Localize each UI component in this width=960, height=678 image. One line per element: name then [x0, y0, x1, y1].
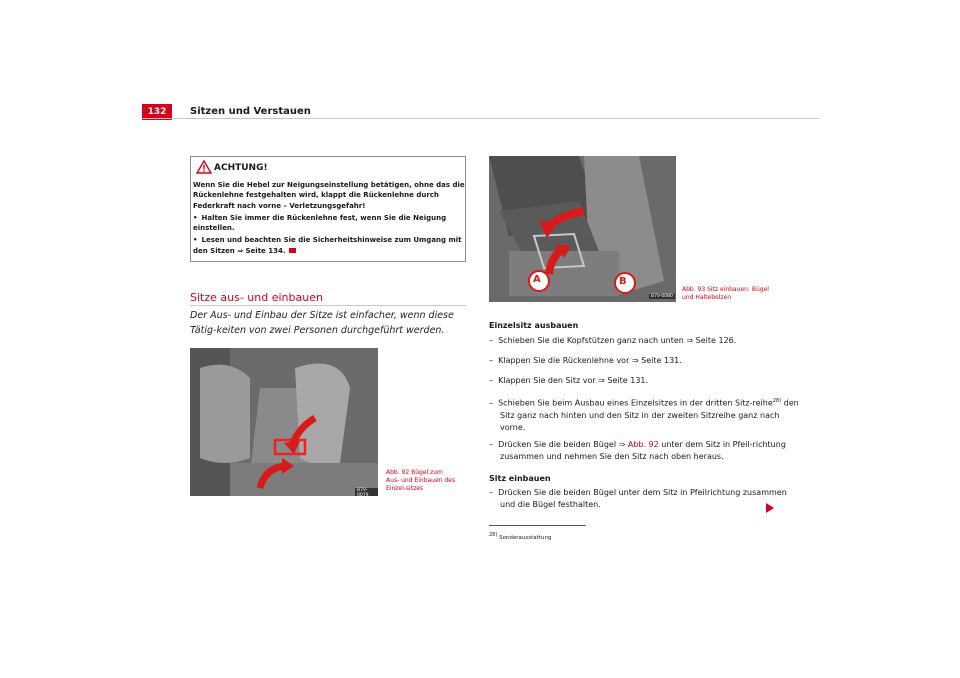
- warning-text: [193, 180, 465, 258]
- warning-triangle-icon: [196, 160, 212, 174]
- warning-bullet: • Lesen und beachten Sie die Sicherheitshinweise zum Umgang mit den Sitzen ⇒ Seite 134.: [193, 235, 465, 256]
- section-intro: Der Aus- und Einbau der Sitze ist einfacher, wenn diese Tätig-keiten von zwei Personen durchgeführt werden.: [190, 310, 454, 336]
- figure-code: B7V-0080: [651, 294, 673, 299]
- figure-92-caption: Abb. 92 Bügel zum Aus- und Einbauen des Einzel-sitzes: [386, 469, 456, 492]
- continue-arrow-icon: [766, 503, 774, 513]
- warning-bullet: • Halten Sie immer die Rückenlehne fest, wenn Sie die Neigung einstellen.: [193, 213, 465, 234]
- step-item: – Drücken Sie die beiden Bügel ⇒ Abb. 92 unter dem Sitz in Pfeil-richtung zusammen und nehmen Sie den Sitz nach oben heraus.: [489, 440, 786, 461]
- subheading-sitz-einbauen: Sitz einbauen: [489, 474, 551, 483]
- footnote-divider: [489, 525, 586, 526]
- figure-93-seat-image: [489, 156, 676, 302]
- page-number: 132: [142, 104, 172, 120]
- step-item: – Schieben Sie beim Ausbau eines Einzelsitzes in der dritten Sitz-reihe$^{28)}$ den Sitz ganz nach hinten und den Sitz in der zweiten Sitzreihe ganz nach vorne.: [489, 398, 799, 432]
- label-b: B: [619, 276, 627, 287]
- figure-93-caption: Abb. 93 Sitz einbauen: Bügel und Haltebolzen: [682, 286, 769, 301]
- header-divider: [142, 118, 820, 119]
- step-item: – Drücken Sie die beiden Bügel unter dem Sitz in Pfeilrichtung zusammen und die Bügel festhalten.: [489, 488, 787, 509]
- section-divider: [190, 305, 466, 306]
- step-item: – Schieben Sie die Kopfstützen ganz nach unten ⇒ Seite 126.: [489, 336, 737, 345]
- warning-title: ACHTUNG!: [214, 163, 268, 173]
- step-item: – Klappen Sie den Sitz vor ⇒ Seite 131.: [489, 376, 649, 385]
- section-heading: Sitze aus- und einbauen: [190, 291, 323, 304]
- figure-reference-link[interactable]: ⇒ Abb. 92: [618, 440, 659, 449]
- end-of-section-mark: [289, 248, 296, 253]
- subheading-einzelsitz: Einzelsitz ausbauen: [489, 321, 579, 330]
- label-a: A: [533, 274, 541, 285]
- page-header-title: Sitzen und Verstauen: [190, 106, 311, 117]
- footnote: 28) Sonderausstattung: [489, 532, 552, 541]
- figure-92-seat-image: [190, 348, 378, 496]
- warning-paragraph: Wenn Sie die Hebel zur Neigungseinstellung betätigen, ohne das die Rückenlehne festgehalten wird, klappt die Rückenlehne durch Federkraft nach vorne – Verletzungsgefahr!: [193, 181, 465, 210]
- figure-code: B7V-0079: [355, 488, 378, 496]
- step-item: – Klappen Sie die Rückenlehne vor ⇒ Seite 131.: [489, 356, 682, 365]
